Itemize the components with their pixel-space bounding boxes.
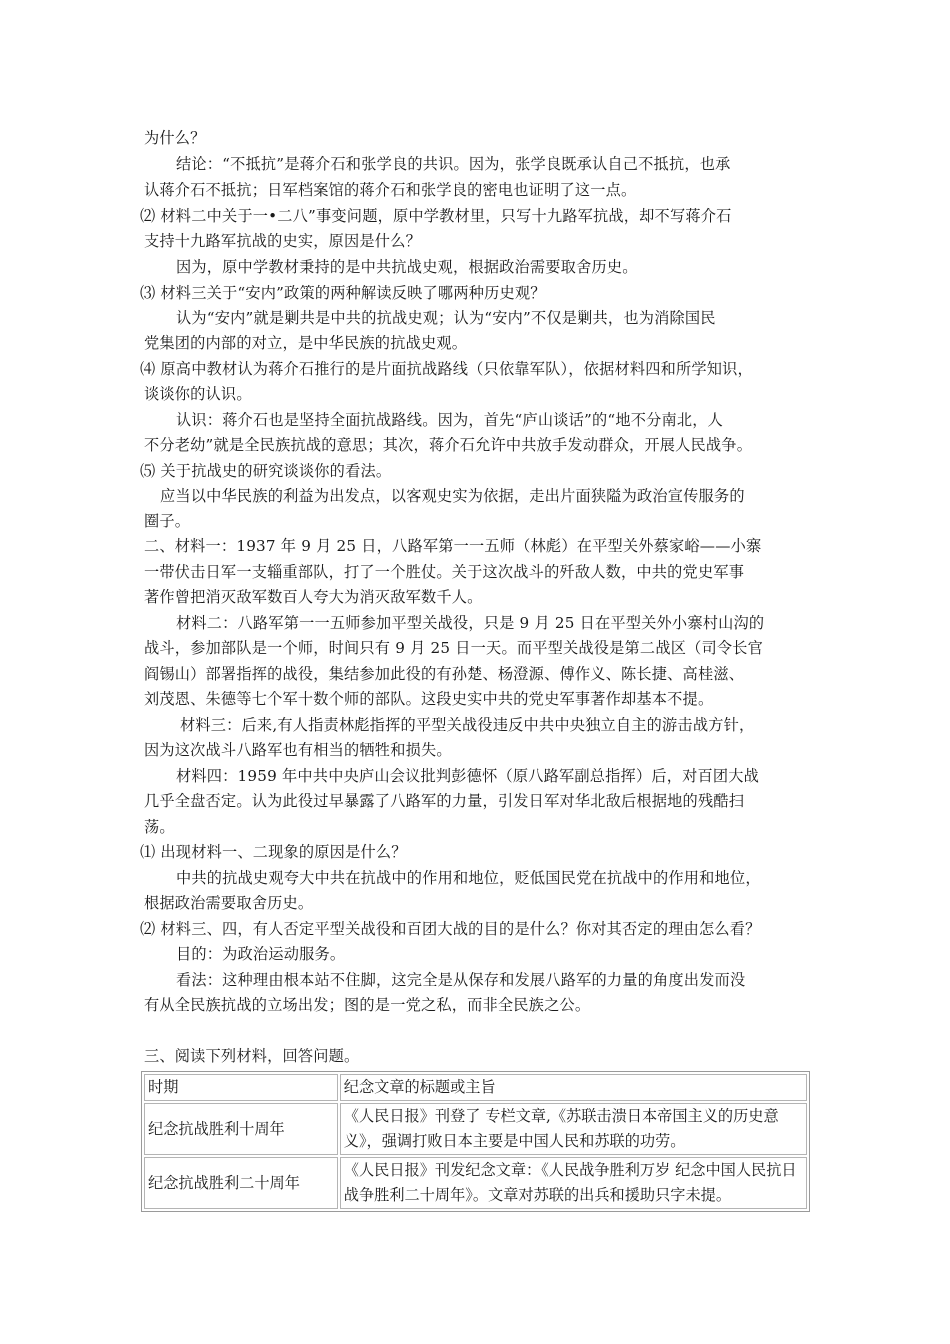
question-line: ⑴ 出现材料一、二现象的原因是什么？ <box>140 843 407 861</box>
answer-line: 目的：为政治运动服务。 <box>176 945 346 963</box>
table-header-row <box>144 1074 807 1101</box>
table-cell-content: 《人民日报》刊发纪念文章：《人民战争胜利万岁 纪念中国人民抗日战争胜利二十周年》。文章对苏联的出兵和援助只字未提。 <box>340 1157 807 1209</box>
question-line: ⑵ 材料三、四，有人否定平型关战役和百团大战的目的是什么？你对其否定的理由怎么看？ <box>140 920 761 938</box>
question-line: ⑷ 原高中教材认为蒋介石推行的是片面抗战路线（只依靠军队），依据材料四和所学知识， <box>140 360 753 378</box>
answer-line: 中共的抗战史观夸大中共在抗战中的作用和地位，贬低国民党在抗战中的作用和地位， <box>176 869 761 887</box>
paragraph-line: 认蒋介石不抵抗；日军档案馆的蒋介石和张学良的密电也证明了这一点。 <box>144 181 637 199</box>
paragraph-line: 刘茂恩、朱德等七个军十数个师的部队。这段史实中共的党史军事著作却基本不提。 <box>144 690 714 708</box>
section-line: 二、材料一：1937 年 9 月 25 日，八路军第一一五师（林彪）在平型关外蔡家峪——小寨 <box>144 537 762 555</box>
table-cell-content: 《人民日报》刊登了 专栏文章,《苏联击溃日本帝国主义的历史意义》，强调打败日本主要是中国人民和苏联的功劳。 <box>340 1103 807 1155</box>
answer-line: 认为“安内”就是剿共是中共的抗战史观；认为“安内”不仅是剿共，也为消除国民 <box>176 309 716 327</box>
answer-line: 因为，原中学教材秉持的是中共抗战史观，根据政治需要取舍历史。 <box>176 258 638 276</box>
table-row <box>144 1103 807 1155</box>
paragraph-line: 一带伏击日军一支辎重部队，打了一个胜仗。关于这次战斗的歼敌人数，中共的党史军事 <box>144 563 745 581</box>
paragraph-line: 几乎全盘否定。认为此役过早暴露了八路军的力量，引发日军对华北敌后根据地的残酷扫 <box>144 792 745 810</box>
table-row <box>144 1157 807 1209</box>
material-line: 材料三：后来,有人指责林彪指挥的平型关战役违反中共中央独立自主的游击战方针， <box>180 716 755 734</box>
paragraph-line: 战斗，参加部队是一个师，时间只有 9 月 25 日一天。而平型关战役是第二战区（司令长官 <box>144 639 764 657</box>
material-line: 材料二：八路军第一一五师参加平型关战役，只是 9 月 25 日在平型关外小寨村山沟的 <box>176 614 765 632</box>
table-cell-period: 纪念抗战胜利十周年 <box>144 1103 338 1155</box>
paragraph-line: 不分老幼”就是全民族抗战的意思；其次，蒋介石允许中共放手发动群众，开展人民战争。 <box>144 436 753 454</box>
paragraph-line: 圈子。 <box>144 512 191 530</box>
answer-line: 看法：这种理由根本站不住脚，这完全是从保存和发展八路军的力量的角度出发而没 <box>176 971 746 989</box>
commemoration-table <box>141 1071 810 1212</box>
material-line: 材料四：1959 年中共中央庐山会议批判彭德怀（原八路军副总指挥）后，对百团大战 <box>176 767 760 785</box>
question-line: ⑵ 材料二中关于一•二八”事变问题，原中学教材里，只写十九路军抗战，却不写蒋介石 <box>140 207 732 225</box>
question-line: ⑶ 材料三关于“安内”政策的两种解读反映了哪两种历史观？ <box>140 284 546 302</box>
paragraph-line: 党集团的内部的对立，是中华民族的抗战史观。 <box>144 334 468 352</box>
paragraph-line: 因为这次战斗八路军也有相当的牺牲和损失。 <box>144 741 452 759</box>
question-line: ⑸ 关于抗战史的研究谈谈你的看法。 <box>140 462 392 480</box>
table-header-cell: 纪念文章的标题或主旨 <box>340 1074 807 1101</box>
answer-line: 应当以中华民族的利益为出发点，以客观史实为依据，走出片面狭隘为政治宣传服务的 <box>160 487 745 505</box>
paragraph-line: 著作曾把消灭敌军数百人夸大为消灭敌军数千人。 <box>144 588 483 606</box>
paragraph-line: 有从全民族抗战的立场出发；图的是一党之私，而非全民族之公。 <box>144 996 591 1014</box>
paragraph-line: 谈谈你的认识。 <box>144 385 252 403</box>
section-line: 三、阅读下列材料，回答问题。 <box>144 1047 360 1065</box>
table-header-cell: 时期 <box>144 1074 338 1101</box>
table-cell-period: 纪念抗战胜利二十周年 <box>144 1157 338 1209</box>
paragraph-line: 结论：“不抵抗”是蒋介石和张学良的共识。因为，张学良既承认自己不抵抗，也承 <box>176 155 731 173</box>
paragraph-line: 荡。 <box>144 818 175 836</box>
paragraph-line: 根据政治需要取舍历史。 <box>144 894 314 912</box>
paragraph-line: 为什么？ <box>144 129 206 147</box>
paragraph-line: 支持十九路军抗战的史实，原因是什么？ <box>144 232 421 250</box>
paragraph-line: 阎锡山）部署指挥的战役，集结参加此役的有孙楚、杨澄源、傅作义、陈长捷、高桂滋、 <box>144 665 745 683</box>
answer-line: 认识：蒋介石也是坚持全面抗战路线。因为，首先“庐山谈话”的“地不分南北，人 <box>176 411 724 429</box>
